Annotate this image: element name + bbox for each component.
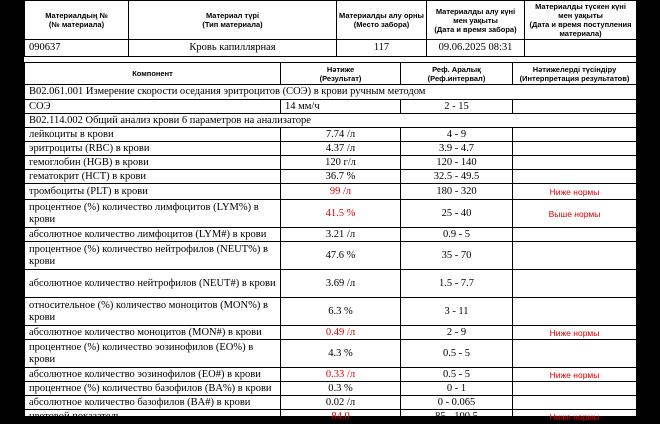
component-name: абсолютное количество нейтрофилов (NEUT#) в крови xyxy=(25,270,281,298)
result-value: 120 г/л xyxy=(281,156,401,170)
component-name: процентное (%) количество базофилов (BA%) в крови xyxy=(25,382,281,396)
result-value: 7.74 /л xyxy=(281,128,401,142)
interpretation xyxy=(513,340,637,368)
table-row xyxy=(25,142,637,156)
interpretation xyxy=(513,170,637,184)
lab-report-sheet xyxy=(24,0,636,422)
result-value: 14 мм/ч xyxy=(281,100,401,114)
interpretation: Ниже нормы xyxy=(513,368,637,382)
table-row xyxy=(25,156,637,170)
result-value: 6.3 % xyxy=(281,298,401,326)
ref-interval: 1.5 - 7.7 xyxy=(401,270,513,298)
ref-interval: 2 - 9 xyxy=(401,326,513,340)
table-row xyxy=(25,228,637,242)
component-name: процентное (%) количество эозинофилов (EO%) в крови xyxy=(25,340,281,368)
table-row xyxy=(25,410,637,424)
table-row xyxy=(25,128,637,142)
ref-interval: 120 - 140 xyxy=(401,156,513,170)
ref-interval: 85 - 100.5 xyxy=(401,410,513,424)
interpretation xyxy=(513,298,637,326)
result-value: 99 /л xyxy=(281,184,401,200)
result-value: 3.21 /л xyxy=(281,228,401,242)
material-datetime: 09.06.2025 08:31 xyxy=(427,40,525,57)
table-row xyxy=(25,270,637,298)
left-dark-margin xyxy=(0,0,24,416)
material-row xyxy=(25,40,637,57)
result-value: 0.49 /л xyxy=(281,326,401,340)
section-row-esr xyxy=(25,85,637,100)
component-name: процентное (%) количество нейтрофилов (NEUT%) в крови xyxy=(25,242,281,270)
component-name: гематокрит (HCT) в крови xyxy=(25,170,281,184)
results-header-row xyxy=(25,63,637,85)
table-row-esr xyxy=(25,100,637,114)
material-number: 090637 xyxy=(25,40,129,57)
table-row xyxy=(25,298,637,326)
table-row xyxy=(25,340,637,368)
interpretation: Ниже нормы xyxy=(513,184,637,200)
ref-interval: 0.5 - 5 xyxy=(401,340,513,368)
interpretation xyxy=(513,128,637,142)
component-name: относительное (%) количество моноцитов (MON%) в крови xyxy=(25,298,281,326)
ref-interval: 32.5 - 49.5 xyxy=(401,170,513,184)
result-value: 36.7 % xyxy=(281,170,401,184)
ref-interval: 2 - 15 xyxy=(401,100,513,114)
interpretation xyxy=(513,396,637,410)
ref-interval: 180 - 320 xyxy=(401,184,513,200)
result-value: 3.69 /л xyxy=(281,270,401,298)
interpretation: Ниже нормы xyxy=(513,410,637,424)
section-title-esr: B02.061.001 Измерение скорости оседания эритроцитов (СОЭ) в крови ручным методом xyxy=(25,85,637,100)
results-table xyxy=(24,62,637,424)
material-place-header: Материалды алу орны (Место забора) xyxy=(337,1,427,40)
component-name: процентное (%) количество лимфоцитов (LYM%) в крови xyxy=(25,200,281,228)
ref-interval: 0 - 1 xyxy=(401,382,513,396)
results-body xyxy=(25,128,637,424)
material-received xyxy=(525,40,637,57)
table-row xyxy=(25,396,637,410)
material-datetime-header: Материалды алу күні мен уақыты (Дата и время забора) xyxy=(427,1,525,40)
table-row xyxy=(25,200,637,228)
component-name: абсолютное количество лимфоцитов (LYM#) в крови xyxy=(25,228,281,242)
interpretation xyxy=(513,270,637,298)
ref-interval: 0.5 - 5 xyxy=(401,368,513,382)
component-name: тромбоциты (PLT) в крови xyxy=(25,184,281,200)
table-row xyxy=(25,368,637,382)
table-row xyxy=(25,170,637,184)
material-received-header: Материалды түскен күні мен уақыты (Дата и время поступления материала) xyxy=(525,1,637,40)
ref-interval: 35 - 70 xyxy=(401,242,513,270)
result-value: 4.3 % xyxy=(281,340,401,368)
ref-interval: 3 - 11 xyxy=(401,298,513,326)
result-value: 47.6 % xyxy=(281,242,401,270)
result-value: 0.33 /л xyxy=(281,368,401,382)
component-name: цветовой показатель xyxy=(25,410,281,424)
result-value: 0.02 /л xyxy=(281,396,401,410)
result-value: 41.5 % xyxy=(281,200,401,228)
component-name: СОЭ xyxy=(25,100,281,114)
component-name: абсолютное количество моноцитов (MON#) в крови xyxy=(25,326,281,340)
material-table xyxy=(24,0,637,57)
material-type: Кровь капиллярная xyxy=(129,40,337,57)
ref-header: Реф. Аралық (Реф.интервал) xyxy=(401,63,513,85)
right-dark-margin xyxy=(636,0,660,416)
component-name: лейкоциты в крови xyxy=(25,128,281,142)
component-name: абсолютное количество базофилов (BA#) в крови xyxy=(25,396,281,410)
interpretation: Выше нормы xyxy=(513,200,637,228)
result-value: 0.3 % xyxy=(281,382,401,396)
component-header: Компонент xyxy=(25,63,281,85)
ref-interval: 0.9 - 5 xyxy=(401,228,513,242)
material-type-header: Материал түрі (Тип материала) xyxy=(129,1,337,40)
component-name: эритроциты (RBC) в крови xyxy=(25,142,281,156)
material-number-header: Материалдың № (№ материала) xyxy=(25,1,129,40)
interp-header: Нәтижелерді түсіндіру (Интерпретация результатов) xyxy=(513,63,637,85)
interpretation xyxy=(513,382,637,396)
interpretation xyxy=(513,100,637,114)
interpretation xyxy=(513,156,637,170)
interpretation xyxy=(513,228,637,242)
interpretation: Ниже нормы xyxy=(513,326,637,340)
material-place: 117 xyxy=(337,40,427,57)
section-title-cbc: B02.114.002 Общий анализ крови 6 параметров на анализаторе xyxy=(25,114,637,128)
ref-interval: 3.9 - 4.7 xyxy=(401,142,513,156)
component-name: гемоглобин (HGB) в крови xyxy=(25,156,281,170)
result-value: 84.0 xyxy=(281,410,401,424)
result-value: 4.37 /л xyxy=(281,142,401,156)
section-row-cbc xyxy=(25,114,637,128)
interpretation xyxy=(513,242,637,270)
material-header-row xyxy=(25,1,637,40)
ref-interval: 4 - 9 xyxy=(401,128,513,142)
table-row xyxy=(25,242,637,270)
table-row xyxy=(25,326,637,340)
ref-interval: 25 - 40 xyxy=(401,200,513,228)
result-header: Нәтиже (Результат) xyxy=(281,63,401,85)
component-name: абсолютное количество эозинофилов (EO#) в крови xyxy=(25,368,281,382)
table-row xyxy=(25,184,637,200)
interpretation xyxy=(513,142,637,156)
ref-interval: 0 - 0.065 xyxy=(401,396,513,410)
table-row xyxy=(25,382,637,396)
